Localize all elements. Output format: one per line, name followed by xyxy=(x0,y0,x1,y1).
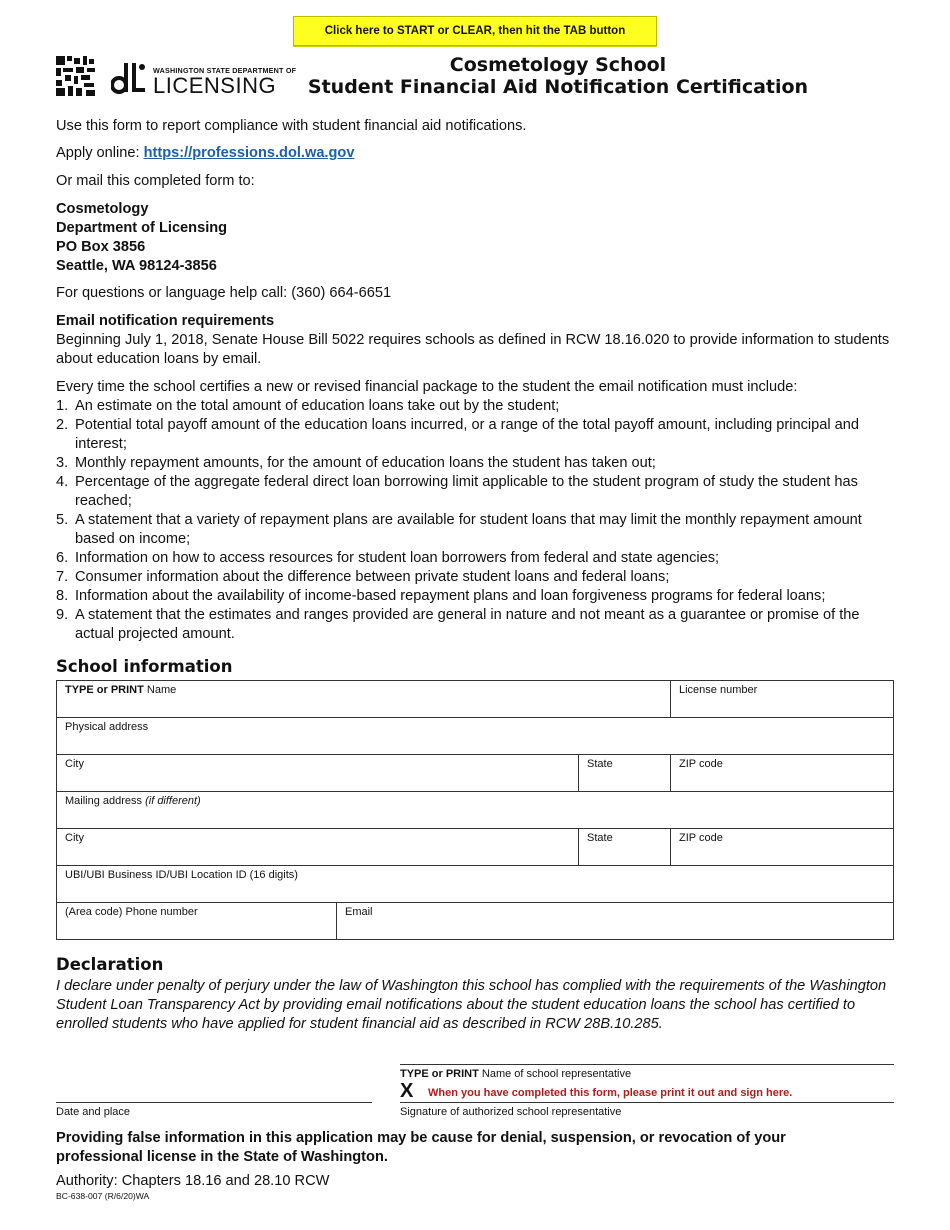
field-label: Mailing address xyxy=(65,795,146,807)
address-line: PO Box 3856 xyxy=(56,239,146,255)
declaration-heading: Declaration xyxy=(56,955,164,974)
email-req-list-intro: Every time the school certifies a new or revised financial package to the student the email notification must include: xyxy=(56,379,798,395)
field-label: Email xyxy=(345,906,373,918)
date-place-label: Date and place xyxy=(56,1106,130,1118)
field-label: UBI/UBI Business ID/UBI Location ID (16 digits) xyxy=(65,869,298,881)
signature-label: Signature of authorized school representative xyxy=(400,1106,622,1118)
field-label: License number xyxy=(679,684,758,696)
field-label: City xyxy=(65,758,84,770)
signature-line xyxy=(400,1102,894,1103)
agency-logo xyxy=(56,56,297,98)
mailing-zip-field[interactable] xyxy=(670,828,894,866)
list-item: 4. Percentage of the aggregate federal direct loan borrowing limit applicable to the student program of study the student has reached; xyxy=(56,474,858,509)
apply-prefix: Apply online: xyxy=(56,145,144,161)
field-label-prefix: TYPE or PRINT xyxy=(400,1068,479,1080)
list-item: 5. A statement that a variety of repayment plans are available for student loans that may limit the monthly repayment amount based on income; xyxy=(56,512,862,547)
field-label: ZIP code xyxy=(679,758,723,770)
rep-name-field[interactable] xyxy=(400,1068,631,1080)
list-item: 8. Information about the availability of income-based repayment plans and loan forgiveness programs for federal loans; xyxy=(56,588,826,604)
field-label: State xyxy=(587,832,613,844)
authority-text: Authority: Chapters 18.16 and 28.10 RCW xyxy=(56,1173,330,1189)
purpose-text: Use this form to report compliance with student financial aid notifications. xyxy=(56,118,527,134)
school-info-heading: School information xyxy=(56,657,233,676)
field-note: (if different) xyxy=(145,795,201,807)
form-id: BC-638-007 (R/6/20)WA xyxy=(56,1191,150,1201)
field-label-prefix: TYPE or PRINT xyxy=(65,684,144,696)
mailing-address-field[interactable] xyxy=(56,791,894,829)
list-item: 9. A statement that the estimates and ranges provided are general in nature and not meant as a guarantee or promise of the actual projected amount. xyxy=(56,607,860,642)
email-req-body: Beginning July 1, 2018, Senate House Bill 5022 requires schools as defined in RCW 18.16.020 to provide information to students about education loans by email. xyxy=(56,332,890,367)
mailing-city-field[interactable] xyxy=(56,828,579,866)
school-name-field[interactable] xyxy=(56,680,671,718)
field-label: State xyxy=(587,758,613,770)
address-line: Seattle, WA 98124-3856 xyxy=(56,258,217,274)
email-requirements xyxy=(56,312,896,644)
apply-online xyxy=(56,144,896,163)
license-number-field[interactable] xyxy=(670,680,894,718)
field-label: ZIP code xyxy=(679,832,723,844)
field-label: City xyxy=(65,832,84,844)
list-item: 7. Consumer information about the difference between private student loans and federal loans; xyxy=(56,569,670,585)
rep-name-line xyxy=(400,1064,894,1065)
print-sign-instruction: When you have completed this form, please print it out and sign here. xyxy=(428,1087,793,1099)
phone-help-text: For questions or language help call: (360) 664-6651 xyxy=(56,285,392,301)
title-line-2: Student Financial Aid Notification Certification xyxy=(307,76,809,98)
date-place-line xyxy=(56,1102,372,1103)
mailing-state-field[interactable] xyxy=(578,828,671,866)
address-line: Cosmetology xyxy=(56,201,149,217)
field-label: Physical address xyxy=(65,721,149,733)
mail-text: Or mail this completed form to: xyxy=(56,173,255,189)
state-field[interactable] xyxy=(578,754,671,792)
mailing-address-block xyxy=(56,200,896,276)
field-label: Name of school representative xyxy=(478,1068,632,1080)
apply-link[interactable]: https://professions.dol.wa.gov xyxy=(143,145,355,161)
list-item: 2. Potential total payoff amount of the education loans incurred, or a range of the total payoff amount, including principal and interest; xyxy=(56,417,859,452)
email-req-heading: Email notification requirements xyxy=(56,313,275,329)
ubi-field[interactable] xyxy=(56,865,894,903)
form-title xyxy=(298,54,818,98)
phone-field[interactable] xyxy=(56,902,337,940)
zip-field[interactable] xyxy=(670,754,894,792)
email-field[interactable] xyxy=(336,902,894,940)
city-field[interactable] xyxy=(56,754,579,792)
list-item: 3. Monthly repayment amounts, for the amount of education loans the student has taken out; xyxy=(56,455,656,471)
requirements-list xyxy=(56,397,896,644)
list-item: 6. Information on how to access resources for student loan borrowers from federal and state agencies; xyxy=(56,550,720,566)
list-item: 1. An estimate on the total amount of education loans take out by the student; xyxy=(56,398,560,414)
sign-x-mark: X xyxy=(400,1080,414,1102)
dol-logo-icon xyxy=(111,59,147,95)
address-line: Department of Licensing xyxy=(56,220,228,236)
qr-code-icon xyxy=(56,56,96,96)
declaration-text: I declare under penalty of perjury under the law of Washington this school has complied with the requirements of the Washington Student Loan Transparency Act by providing email notifications about the student education loans the school has certified to enrolled students who have applied for student financial aid as described in RCW 28B.10.285. xyxy=(56,978,887,1032)
start-clear-button[interactable]: Click here to START or CLEAR, then hit the TAB button xyxy=(293,16,657,46)
agency-name: LICENSING xyxy=(153,73,277,98)
title-line-1: Cosmetology School xyxy=(449,54,667,76)
agency-line: WASHINGTON STATE DEPARTMENT OF xyxy=(153,66,297,75)
false-info-warning: Providing false information in this application may be cause for denial, suspension, or revocation of your professional license in the State of Washington. xyxy=(56,1130,786,1165)
field-label: (Area code) Phone number xyxy=(65,906,198,918)
field-label: Name xyxy=(143,684,177,696)
physical-address-field[interactable] xyxy=(56,717,894,755)
